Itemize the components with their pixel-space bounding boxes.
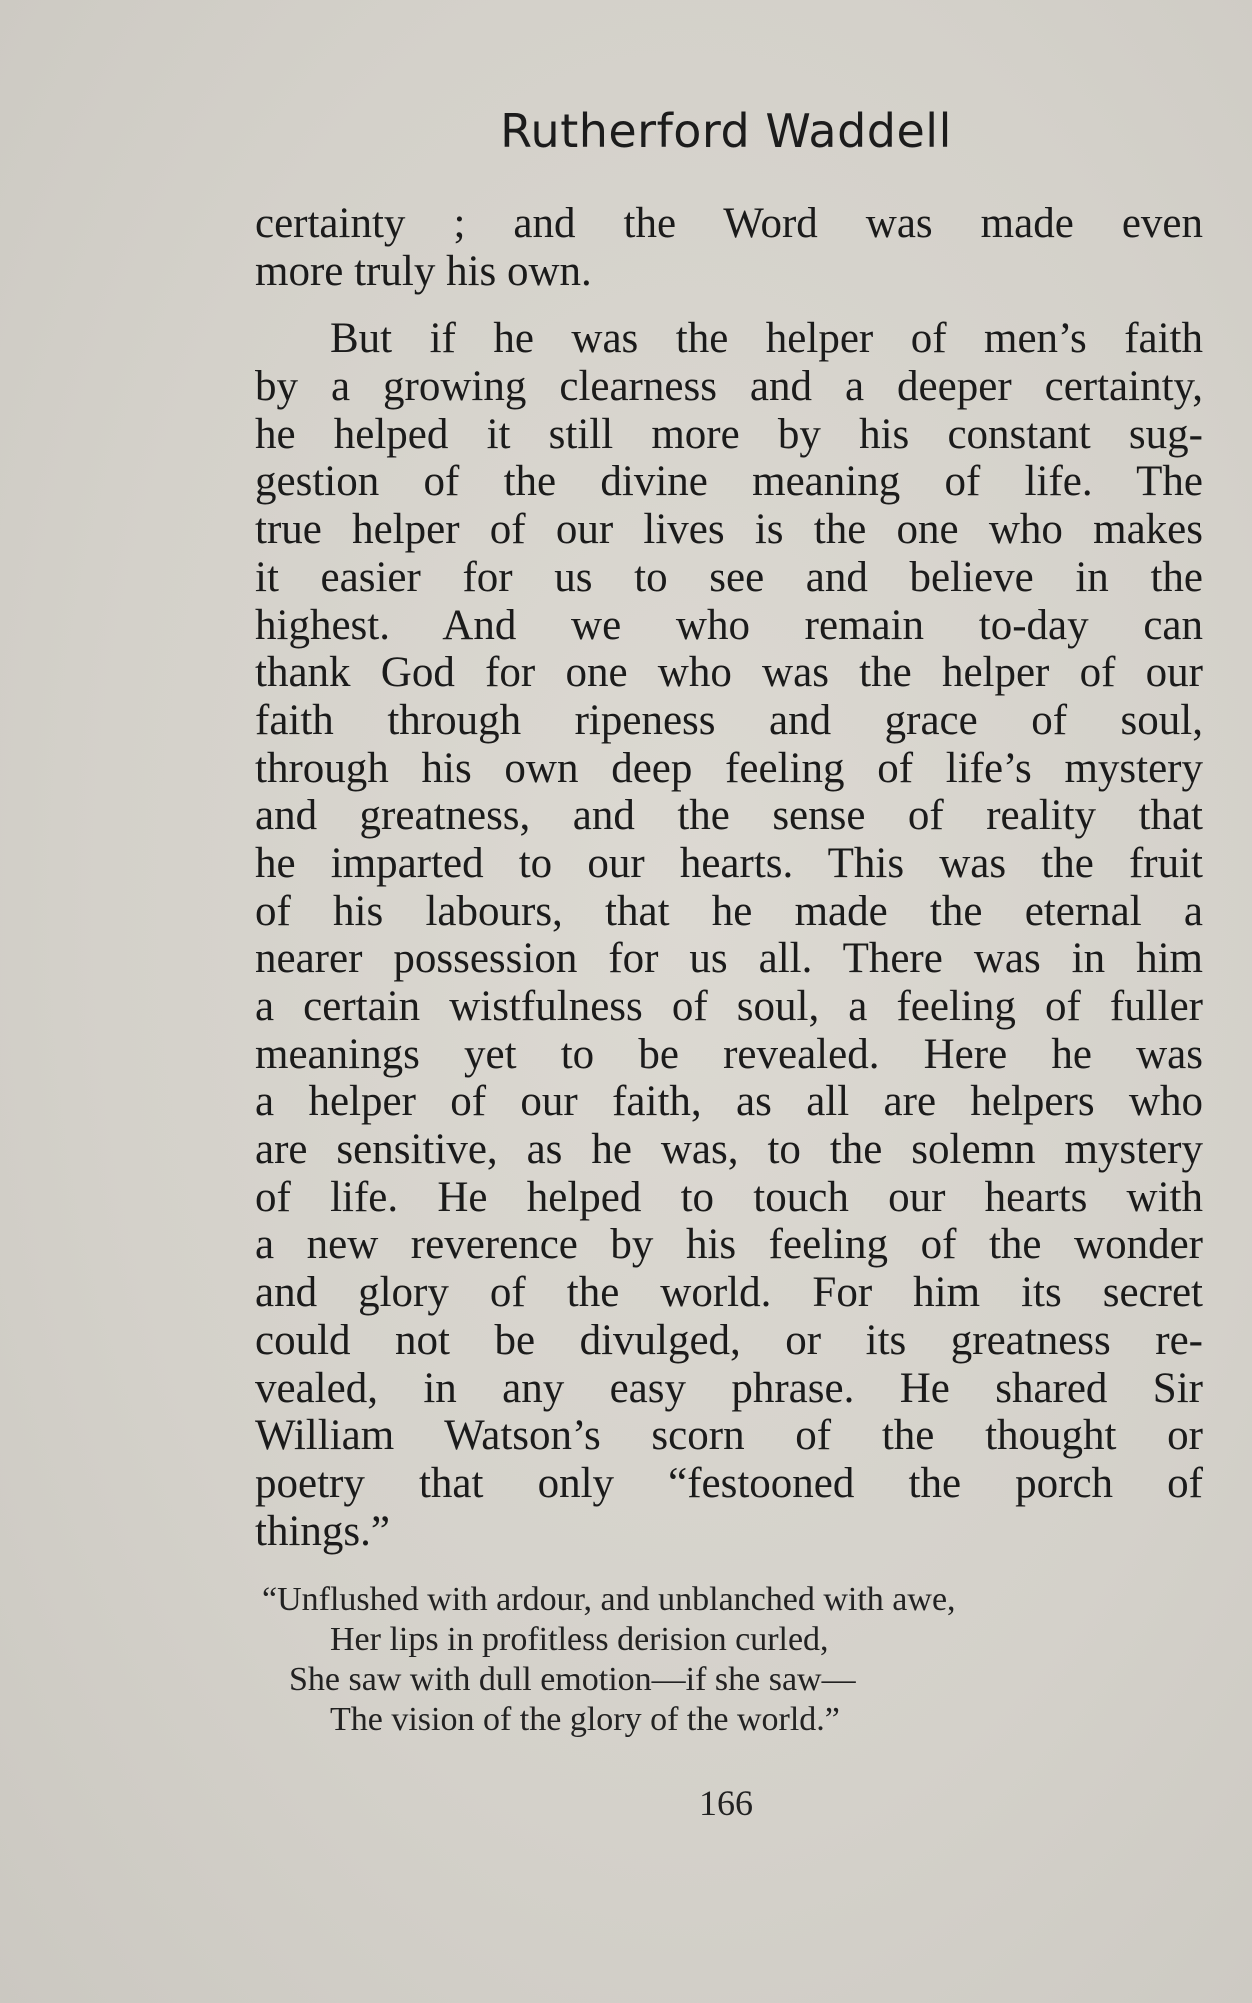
text-line: nearer possession for us all. There was in him	[255, 935, 1203, 983]
running-head: Rutherford Waddell	[500, 104, 952, 158]
text-line: of life. He helped to touch our hearts with	[255, 1173, 1203, 1221]
text-line: could not be divulged, or its greatness re-	[255, 1316, 1203, 1364]
text-line: through his own deep feeling of life’s mystery	[255, 744, 1203, 792]
verse-line: The vision of the glory of the world.”	[330, 1701, 840, 1738]
verse-line: “Unflushed with ardour, and unblanched with awe,	[262, 1581, 956, 1618]
page-number: 166	[699, 1783, 753, 1823]
text-line: gestion of the divine meaning of life. The	[255, 458, 1203, 506]
body-text	[255, 200, 1203, 1555]
text-line: true helper of our lives is the one who makes	[255, 506, 1203, 554]
text-line: meanings yet to be revealed. Here he was	[255, 1030, 1203, 1078]
text-line: William Watson’s scorn of the thought or	[255, 1412, 1203, 1460]
text-line: a certain wistfulness of soul, a feeling of fuller	[255, 983, 1203, 1030]
text-line: it easier for us to see and believe in the	[255, 553, 1203, 601]
text-line: are sensitive, as he was, to the solemn mystery	[255, 1126, 1203, 1174]
text-line: more truly his own.	[255, 247, 592, 295]
text-line: certainty ; and the Word was made even	[255, 200, 1203, 247]
text-line: a new reverence by his feeling of the wonder	[255, 1221, 1203, 1269]
text-line: faith through ripeness and grace of soul,	[255, 696, 1203, 744]
text-line: things.”	[255, 1507, 390, 1555]
text-line: vealed, in any easy phrase. He shared Sir	[255, 1364, 1203, 1412]
verse-quotation	[262, 1580, 1222, 1740]
text-line: highest. And we who remain to-day can	[255, 601, 1203, 649]
text-line: thank God for one who was the helper of our	[255, 649, 1203, 697]
text-line: he helped it still more by his constant sug-	[255, 410, 1203, 458]
text-line: he imparted to our hearts. This was the fruit	[255, 839, 1203, 887]
text-line: and greatness, and the sense of reality that	[255, 792, 1203, 840]
verse-line: Her lips in profitless derision curled,	[330, 1621, 829, 1658]
text-line: by a growing clearness and a deeper certainty,	[255, 363, 1203, 411]
text-line: of his labours, that he made the eternal a	[255, 887, 1203, 935]
text-line: a helper of our faith, as all are helpers who	[255, 1078, 1203, 1126]
text-line: But if he was the helper of men’s faith	[330, 315, 1203, 363]
text-line: poetry that only “festooned the porch of	[255, 1459, 1203, 1507]
verse-line: She saw with dull emotion—if she saw—	[289, 1661, 856, 1698]
text-line: and glory of the world. For him its secret	[255, 1269, 1203, 1317]
